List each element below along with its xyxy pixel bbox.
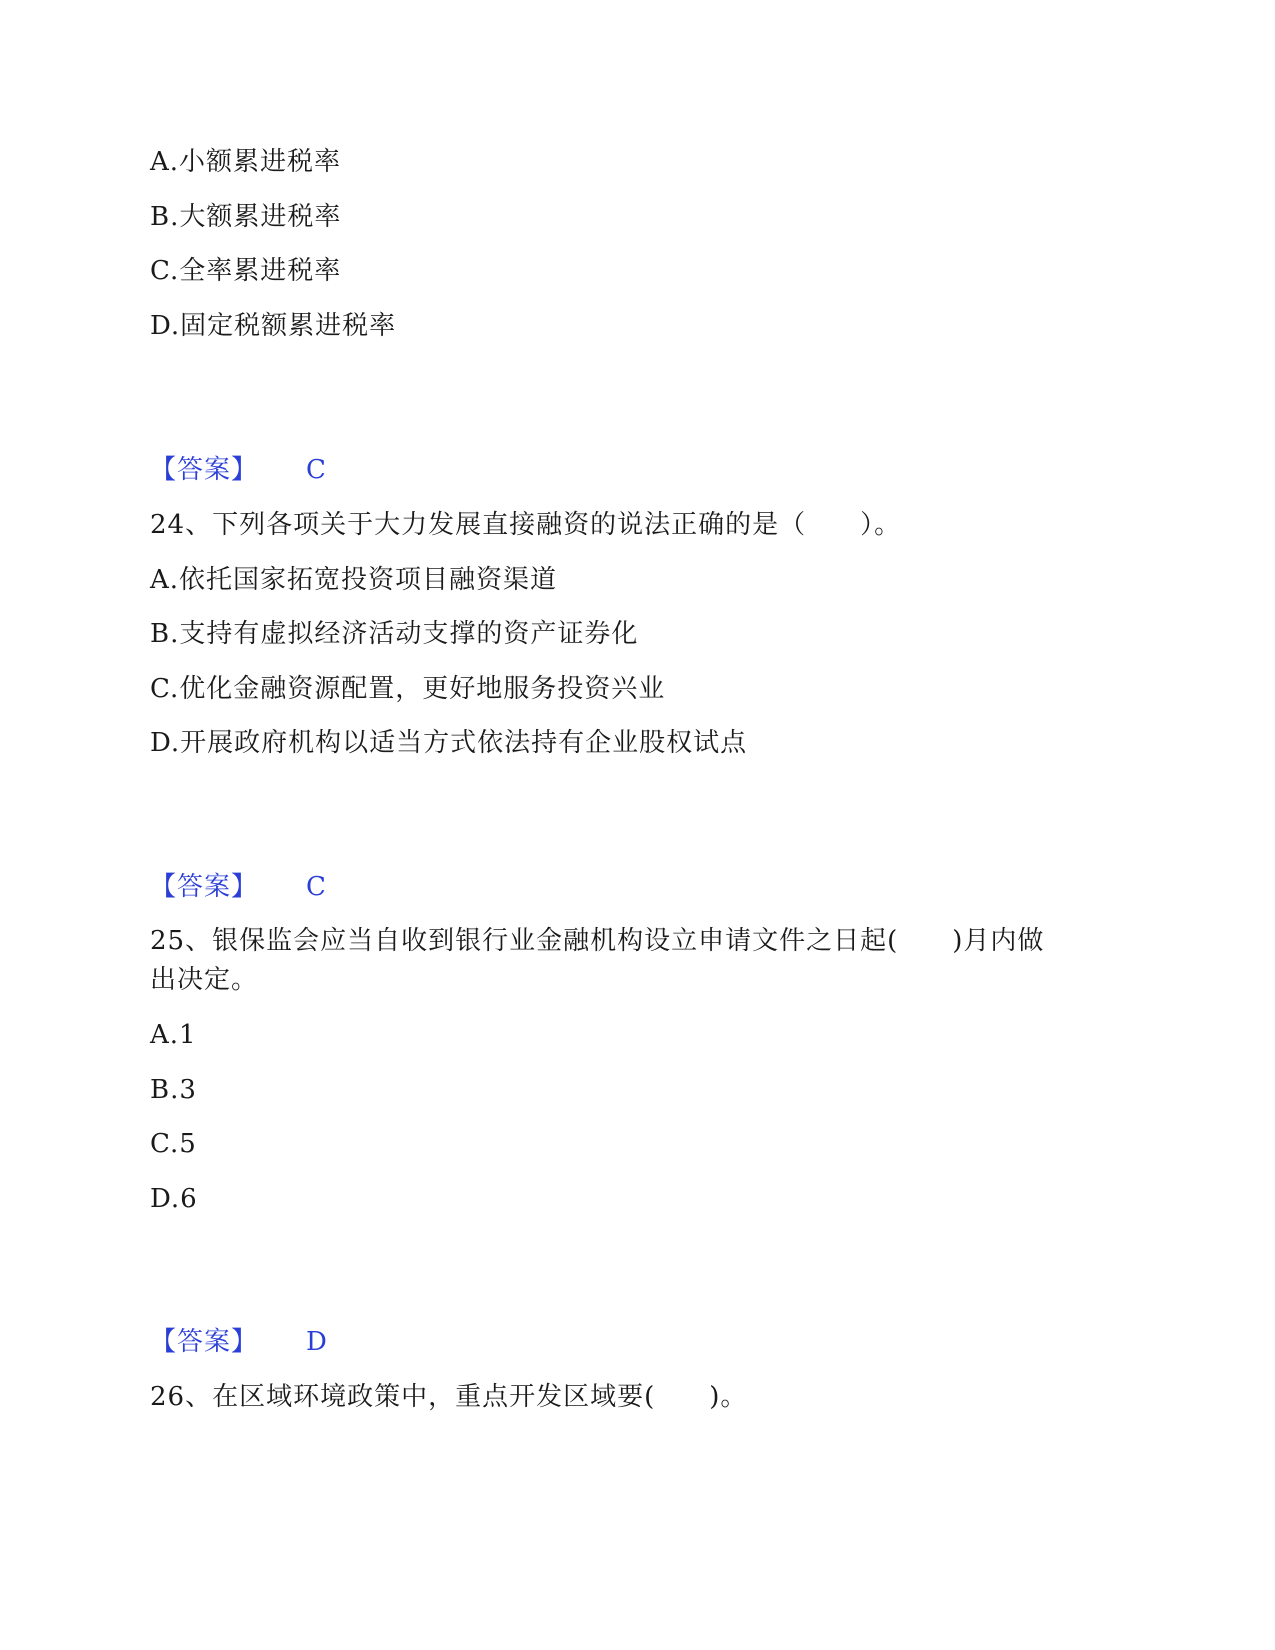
q25-question-line2: 出决定。 [150,965,259,995]
q24-option-a: A.依托国家拓宽投资项目融资渠道 [150,565,558,595]
q24-answer [150,867,327,907]
q23-option-d: D.固定税额累进税率 [150,311,397,341]
q25-answer [150,1322,328,1362]
q25-option-c: C.5 [150,1129,197,1159]
q23-option-c: C.全率累进税率 [150,256,342,286]
q26-question: 26、在区域环境政策中，重点开发区域要( )。 [150,1382,748,1412]
q25-option-b: B.3 [150,1075,197,1105]
answer-value: C [306,872,327,902]
answer-label: 【答案】 [150,1327,259,1357]
answer-label: 【答案】 [150,872,259,902]
q25-option-a: A.1 [150,1020,197,1050]
q24-question: 24、下列各项关于大力发展直接融资的说法正确的是（ ）。 [150,510,902,540]
answer-value: C [306,455,327,485]
q24-option-d: D.开展政府机构以适当方式依法持有企业股权试点 [150,728,748,758]
answer-label: 【答案】 [150,455,259,485]
q23-answer [150,450,327,490]
q23-option-a: A.小额累进税率 [150,147,342,177]
q25-question-line1: 25、银保监会应当自收到银行业金融机构设立申请文件之日起( )月内做 [150,926,1045,956]
q24-option-c: C.优化金融资源配置，更好地服务投资兴业 [150,674,666,704]
q24-option-b: B.支持有虚拟经济活动支撑的资产证券化 [150,619,639,649]
q25-option-d: D.6 [150,1184,198,1214]
answer-value: D [306,1327,328,1357]
q23-option-b: B.大额累进税率 [150,202,342,232]
